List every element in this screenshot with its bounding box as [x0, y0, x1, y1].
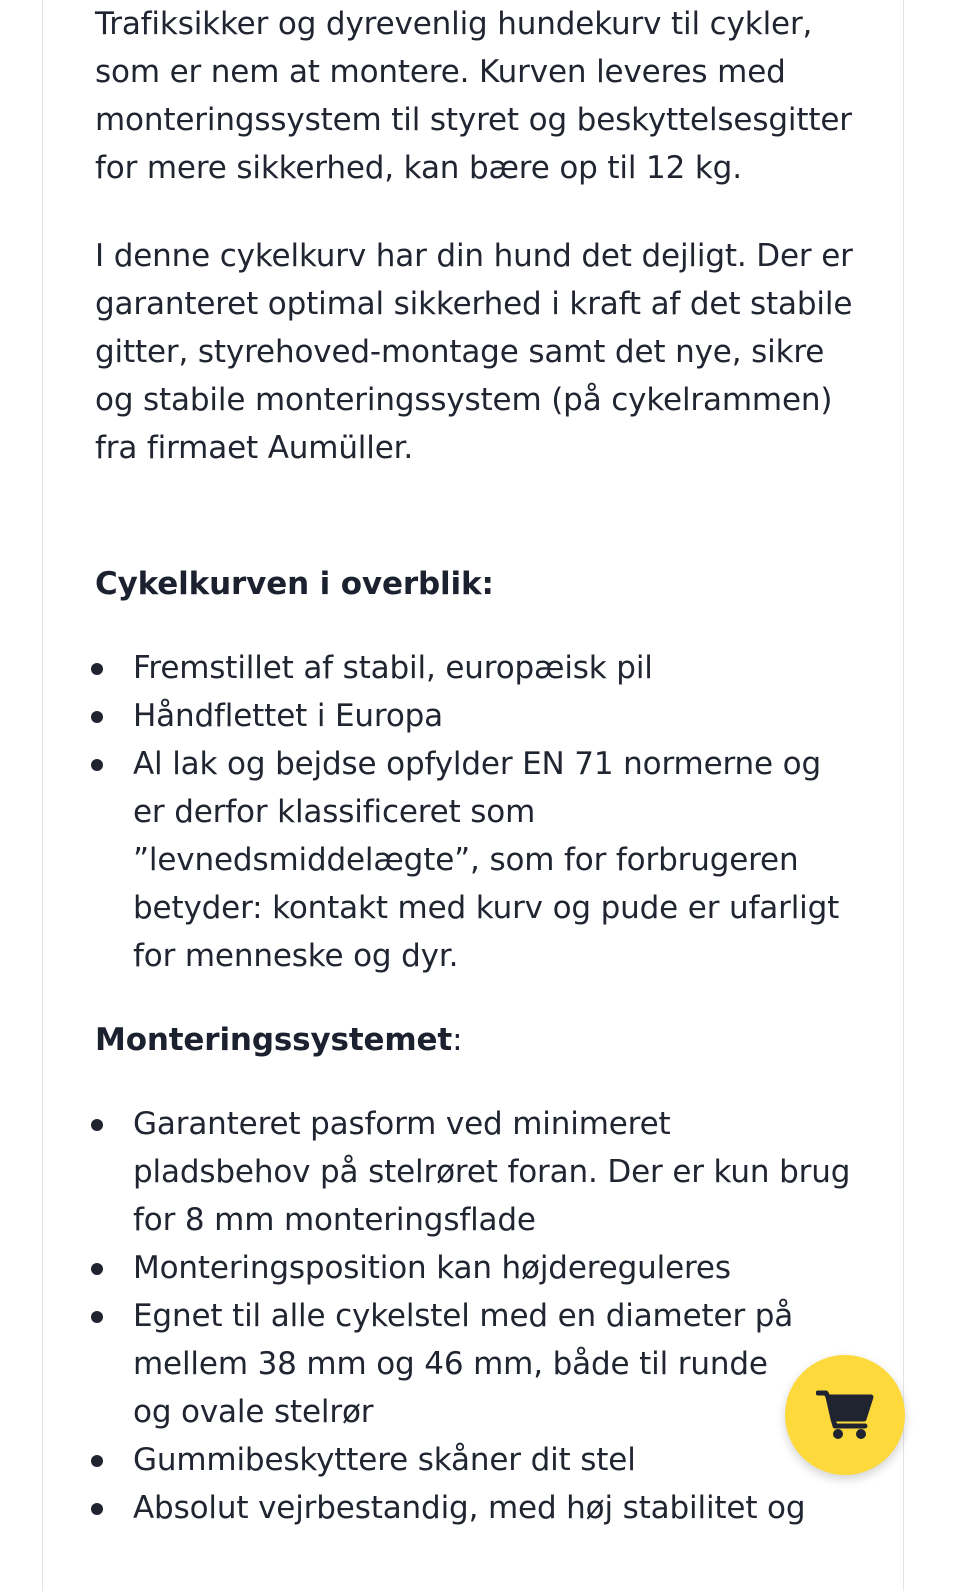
product-description: [95, 0, 855, 1532]
mounting-list: [95, 1100, 855, 1532]
description-paragraph-1: Trafiksikker og dyrevenlig hundekurv til cykler, som er nem at montere. Kurven leveres med monteringssystem til styret og beskyttelsesgitter for mere sikkerhed, kan bære op til 12 kg.: [95, 6, 852, 186]
shopping-cart-icon: [816, 1389, 874, 1441]
list-item: Monteringsposition kan højdereguleres: [95, 1244, 855, 1292]
cart-button[interactable]: [785, 1355, 905, 1475]
list-item: Garanteret pasform ved minimeret pladsbehov på stelrøret foran. Der er kun brug for 8 mm monteringsflade: [95, 1100, 855, 1244]
list-item: Egnet til alle cykelstel med en diameter på mellem 38 mm og 46 mm, både til runde og ovale stelrør: [95, 1292, 855, 1436]
mounting-heading: [95, 1016, 855, 1064]
overview-list: [95, 644, 855, 980]
list-item: Fremstillet af stabil, europæisk pil: [95, 644, 855, 692]
list-item: Absolut vejrbestandig, med høj stabilitet og: [95, 1484, 855, 1532]
overview-heading-text: Cykelkurven i overblik:: [95, 566, 494, 602]
list-item: Al lak og bejdse opfylder EN 71 normerne og er derfor klassificeret som ”levnedsmiddelægte”, som for forbrugeren betyder: kontakt med kurv og pude er ufarligt for menneske og dyr.: [95, 740, 855, 980]
overview-heading: [95, 560, 855, 608]
list-item: Håndflettet i Europa: [95, 692, 855, 740]
product-description-card: [42, 0, 904, 1591]
list-item: Gummibeskyttere skåner dit stel: [95, 1436, 855, 1484]
mounting-heading-colon: :: [452, 1022, 463, 1058]
mounting-heading-text: Monteringssystemet: [95, 1022, 453, 1058]
description-paragraph-2: I denne cykelkurv har din hund det dejligt. Der er garanteret optimal sikkerhed i kraft af det stabile gitter, styrehoved-montage samt det nye, sikre og stabile monteringssystem (på cykelrammen) fra firmaet Aumüller.: [95, 238, 853, 466]
